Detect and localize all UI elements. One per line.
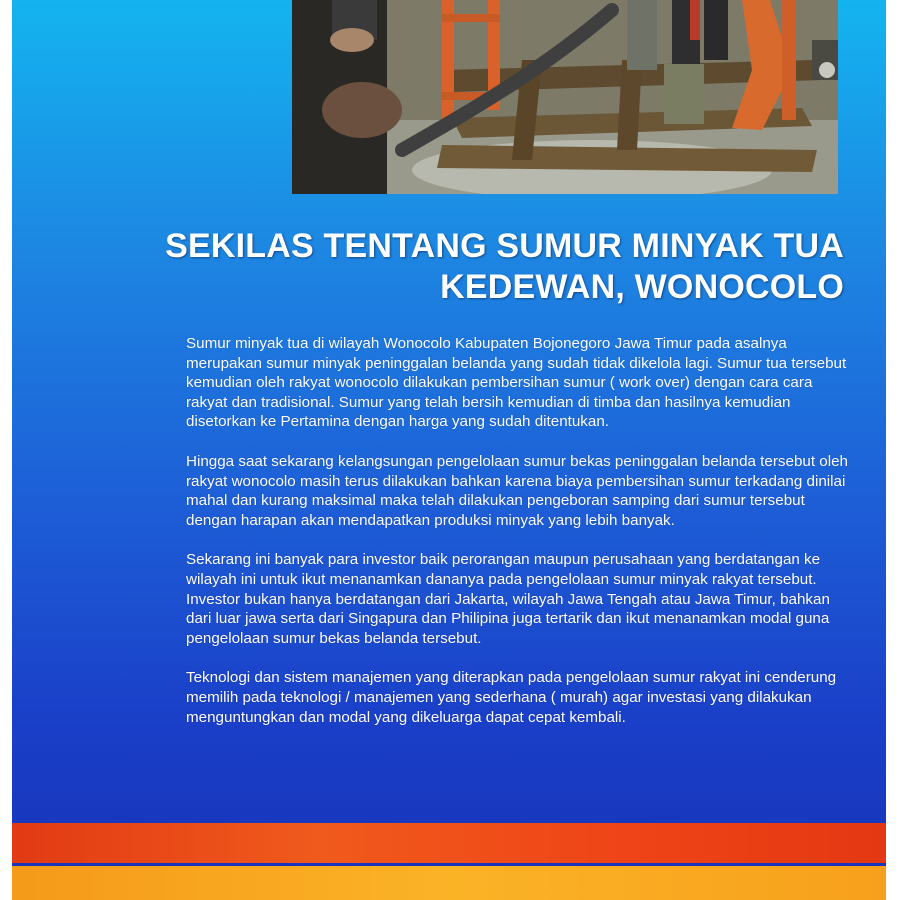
footer-red-stripe	[12, 823, 886, 863]
paragraph: Hingga saat sekarang kelangsungan pengelolaan sumur bekas peninggalan belanda tersebut oleh rakyat wonocolo masih terus dilakukan bahkan karena biaya pembersihan sumur terkadang dinilai mahal dan kurang maksimal maka telah dilakukan pengeboran samping dari sumur tersebut dengan harapan akan mendapatkan produksi minyak yang lebih banyak.	[186, 452, 848, 529]
photo-illustration	[292, 0, 838, 194]
article-body	[186, 334, 848, 747]
paragraph: Sekarang ini banyak para investor baik perorangan maupun perusahaan yang berdatangan ke wilayah ini untuk ikut menanamkan dananya pada pengelolaan sumur minyak rakyat tersebut. Investor bukan hanya berdatangan dari Jakarta, wilayah Jawa Tengah atau Jawa Timur, bahkan dari luar jawa serta dari Singapura dan Philipina juga tertarik dan ikut menanamkan modal guna pengelolaan sumur bekas belanda tersebut.	[186, 551, 830, 647]
paragraph: Sumur minyak tua di wilayah Wonocolo Kabupaten Bojonegoro Jawa Timur pada asalnya merupakan sumur minyak peninggalan belanda yang sudah tidak dikelola lagi. Sumur tua tersebut kemudian oleh rakyat wonocolo dilakukan pembersihan sumur ( work over) dengan cara cara rakyat dan tradisional. Sumur yang telah bersih kemudian di timba dan hasilnya kemudian disetorkan ke Pertamina dengan harga yang sudah ditentukan.	[186, 335, 847, 431]
page-title	[124, 226, 844, 308]
page-margin	[886, 0, 900, 900]
oil-well-workers-photo	[292, 0, 838, 194]
paragraph: Teknologi dan sistem manajemen yang diterapkan pada pengelolaan sumur rakyat ini cenderung memilih pada teknologi / manajemen yang sederhana ( murah) agar investasi yang dilakukan menguntungkan dan modal yang dikeluarga dapat cepat kembali.	[186, 669, 837, 726]
poster	[12, 0, 886, 900]
title-line-2: KEDEWAN, WONOCOLO	[440, 268, 844, 306]
footer-orange-stripe	[12, 866, 886, 900]
title-line-1: SEKILAS TENTANG SUMUR MINYAK TUA	[165, 227, 844, 265]
